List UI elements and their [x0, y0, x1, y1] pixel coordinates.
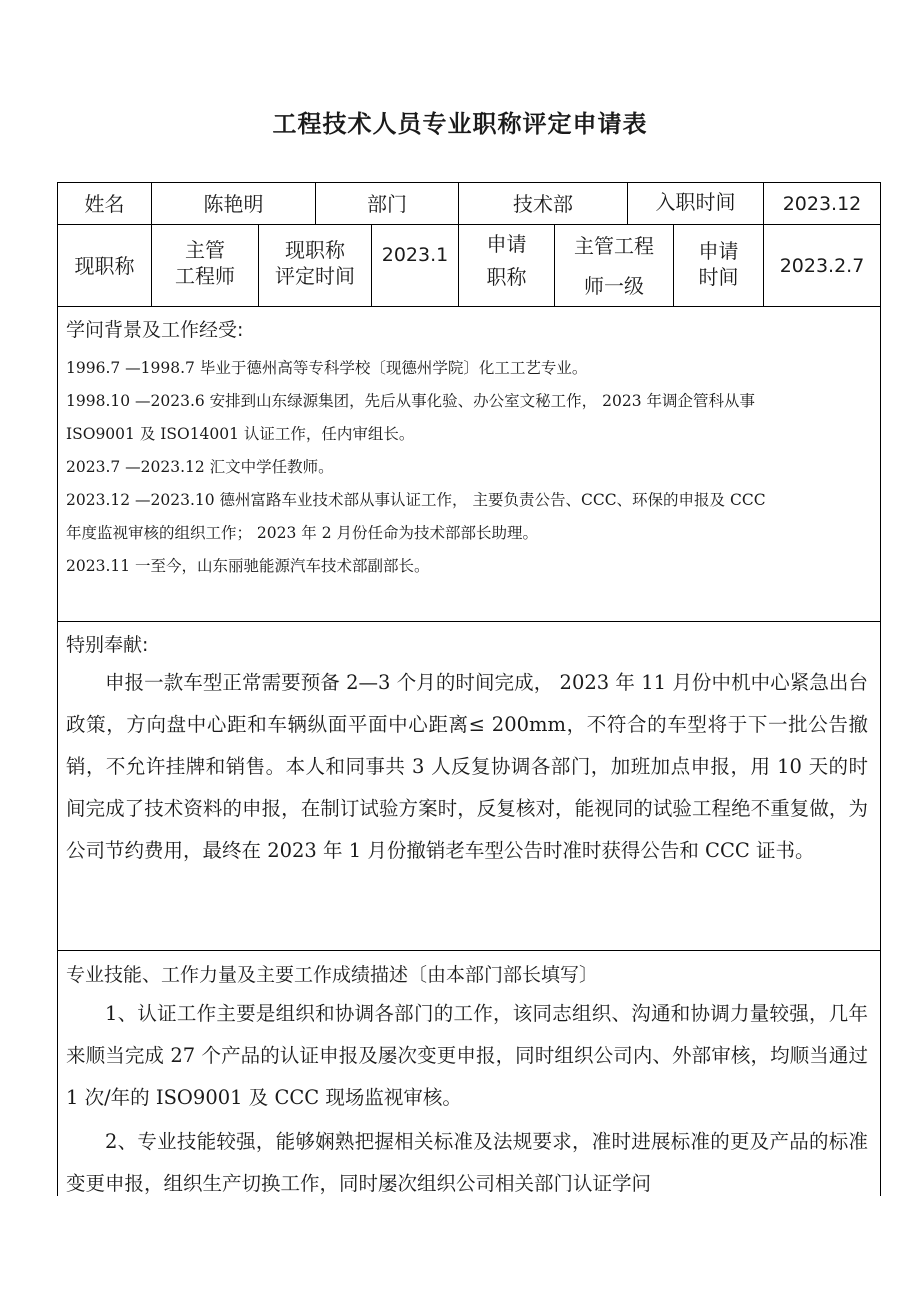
- current-title-value-line2: 工程师: [175, 264, 235, 288]
- background-line: 2023.11 一至今，山东丽驰能源汽车技术部副部长。: [66, 557, 430, 575]
- background-line: ISO9001 及 ISO14001 认证工作，任内审组长。: [66, 425, 415, 443]
- background-line: 年度监视审核的组织工作； 2023 年 2 月份任命为技术部部长助理。: [66, 524, 539, 542]
- apply-time-value: 2023.2.7: [779, 254, 865, 277]
- name-label: 姓名: [84, 191, 125, 216]
- apply-time-label-line1: 申请: [698, 239, 739, 263]
- row-divider: [57, 950, 881, 951]
- row-divider: [57, 306, 881, 307]
- background-list: [66, 352, 866, 583]
- contribution-body: [66, 662, 868, 872]
- eval-time-label-line1: 现职称: [285, 238, 345, 262]
- dept-value: 技术部: [513, 191, 573, 216]
- page-title: 工程技术人员专业职称评定申请表: [272, 110, 648, 138]
- contribution-heading: 特别奉献:: [66, 634, 149, 656]
- apply-title-value-line2: 师一级: [584, 274, 644, 298]
- eval-time-label: [259, 233, 371, 293]
- dept-label: 部门: [367, 191, 407, 216]
- contribution-text: 申报一款车型正常需要预备 2—3 个月的时间完成， 2023 年 11 月份中机中心紧急出台政策，方向盘中心距和车辆纵面平面中心距离≤ 200mm，不符合的车型将于下一批公告撤销，不允许挂牌和销售。本人和同事共 3 人反复协调各部门，加班加点申报，用 10 天的时间完成了技术资料的申报，在制订试验方案时，反复核对，能视同的试验工程绝不重复做，为公司节约费用，最终在 2023 年 1 月份撤销老车型公告时准时获得公告和 CCC 证书。: [66, 671, 868, 862]
- background-line: 1996.7 —1998.7 毕业于德州高等专科学校〔现德州学院〕化工工艺专业。: [66, 359, 588, 377]
- row-divider: [57, 224, 881, 225]
- apply-title-label: [459, 226, 554, 296]
- background-line: 2023.7 —2023.12 汇文中学任教师。: [66, 458, 334, 476]
- background-heading: 学问背景及工作经受:: [66, 319, 244, 341]
- name-value: 陈艳明: [203, 191, 264, 216]
- join-time-label: 入职时间: [655, 189, 736, 214]
- skills-paragraph-2: 2、专业技能较强，能够娴熟把握相关标准及法规要求，准时进展标准的更及产品的标准变更申报，组织生产切换工作，同时屡次组织公司相关部门认证学问: [66, 1130, 868, 1195]
- current-title-value-line1: 主管: [185, 238, 225, 262]
- background-line: 1998.10 —2023.6 安排到山东绿源集团，先后从事化验、办公室文秘工作， 2023 年调企管科从事: [66, 392, 755, 410]
- join-time-value: 2023.12: [782, 192, 862, 215]
- eval-time-label-line2: 评定时间: [275, 264, 355, 288]
- apply-time-label-line2: 时间: [698, 265, 739, 289]
- current-title-value: [152, 233, 258, 293]
- background-line: 2023.12 —2023.10 德州富路车业技术部从事认证工作， 主要负责公告、CCC、环保的申报及 CCC: [66, 491, 766, 509]
- apply-title-label-line2: 职称: [486, 265, 527, 289]
- apply-time-label: [674, 234, 763, 294]
- apply-title-value-line1: 主管工程: [574, 234, 654, 258]
- skills-heading: 专业技能、工作力量及主要工作成绩描述〔由本部门部长填写〕: [66, 964, 599, 986]
- apply-title-label-line1: 申请: [486, 232, 527, 256]
- row-divider: [57, 621, 881, 622]
- skills-body: [66, 993, 868, 1205]
- eval-time-value: 2023.1: [381, 244, 449, 266]
- apply-title-value: [555, 226, 673, 306]
- skills-paragraph-1: 1、认证工作主要是组织和协调各部门的工作，该同志组织、沟通和协调力量较强，几年来顺当完成 27 个产品的认证申报及屡次变更申报，同时组织公司内、外部审核，均顺当通过 1 次/年的 ISO9001 及 CCC 现场监视审核。: [66, 1002, 868, 1109]
- current-title-label: 现职称: [74, 253, 135, 278]
